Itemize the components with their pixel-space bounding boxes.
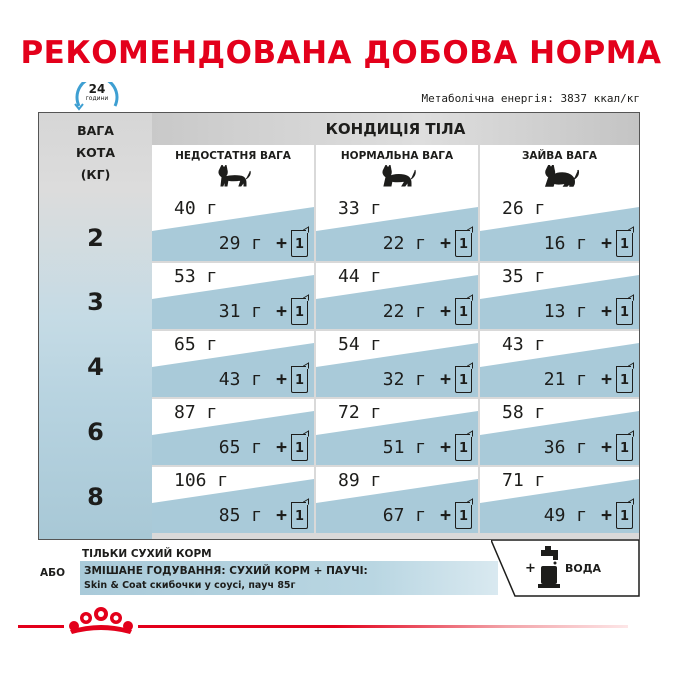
plus-sign: + xyxy=(601,369,612,390)
pouch-count: 1 xyxy=(619,440,630,456)
mixed-dry-amount: 36 г xyxy=(543,437,588,458)
mixed-feeding-amount xyxy=(544,231,633,257)
mixed-dry-amount: 22 г xyxy=(382,233,427,254)
cat-weight: 6 xyxy=(87,418,104,446)
pouch-icon xyxy=(455,369,472,393)
dry-food-amount: 44 г xyxy=(338,266,382,287)
dry-food-amount: 71 г xyxy=(502,470,546,491)
thin-cat-icon xyxy=(214,165,252,187)
mixed-feeding-amount xyxy=(544,367,633,393)
dry-food-amount: 72 г xyxy=(338,402,382,423)
portion-cell-overweight xyxy=(480,467,639,533)
column-header-label: НОРМАЛЬНА ВАГА xyxy=(340,150,454,162)
plus-sign: + xyxy=(440,301,451,322)
portion-cell-underweight xyxy=(152,195,314,261)
dry-food-amount: 53 г xyxy=(174,266,218,287)
pouch-icon xyxy=(291,437,308,461)
mixed-dry-amount: 32 г xyxy=(382,369,427,390)
pouch-count: 1 xyxy=(458,304,469,320)
portion-cell-underweight xyxy=(152,467,314,533)
mixed-dry-amount: 85 г xyxy=(218,505,263,526)
mixed-feeding-amount xyxy=(219,299,308,325)
mixed-dry-amount: 49 г xyxy=(543,505,588,526)
portion-cell-normal xyxy=(316,195,478,261)
metabolic-energy: Метаболічна енергія: 3837 ккал/кг xyxy=(421,92,640,105)
mixed-dry-amount: 21 г xyxy=(543,369,588,390)
legend-mixed-subtitle: Skin & Coat скибочки у соусі, пауч 85г xyxy=(84,580,296,591)
pouch-count: 1 xyxy=(294,304,305,320)
dry-food-amount: 33 г xyxy=(338,198,382,219)
legend-mixed-title: ЗМІШАНЕ ГОДУВАННЯ: СУХИЙ КОРМ + ПАУЧІ: xyxy=(84,565,368,577)
pouch-icon xyxy=(616,233,633,257)
clock-hours: 24 xyxy=(88,82,106,96)
column-header-overweight xyxy=(480,145,639,195)
mixed-feeding-amount xyxy=(219,367,308,393)
plus-sign: + xyxy=(601,301,612,322)
pouch-icon xyxy=(616,369,633,393)
mixed-dry-amount: 31 г xyxy=(218,301,263,322)
footer-divider-left xyxy=(18,625,64,628)
dry-food-amount: 89 г xyxy=(338,470,382,491)
pouch-count: 1 xyxy=(619,304,630,320)
pouch-icon xyxy=(291,369,308,393)
pouch-count: 1 xyxy=(458,508,469,524)
dry-food-amount: 106 г xyxy=(174,470,229,491)
pouch-icon xyxy=(455,301,472,325)
mixed-dry-amount: 67 г xyxy=(382,505,427,526)
plus-sign: + xyxy=(601,437,612,458)
dry-food-amount: 65 г xyxy=(174,334,218,355)
cat-weight: 3 xyxy=(87,288,104,316)
pouch-icon xyxy=(616,505,633,529)
pouch-count: 1 xyxy=(294,236,305,252)
pouch-icon xyxy=(616,437,633,461)
legend-dry-only: ТІЛЬКИ СУХИЙ КОРМ xyxy=(82,548,212,560)
portion-cell-normal xyxy=(316,467,478,533)
clock-24h-badge xyxy=(70,82,124,112)
royal-canin-crown-logo xyxy=(66,606,136,636)
pouch-icon xyxy=(291,505,308,529)
pouch-icon xyxy=(455,437,472,461)
pouch-count: 1 xyxy=(458,372,469,388)
plus-sign: + xyxy=(440,233,451,254)
plus-sign: + xyxy=(276,301,287,322)
dry-food-amount: 26 г xyxy=(502,198,546,219)
mixed-feeding-amount xyxy=(219,503,308,529)
mixed-feeding-amount xyxy=(383,367,472,393)
mixed-dry-amount: 29 г xyxy=(218,233,263,254)
portion-cell-overweight xyxy=(480,331,639,397)
plus-sign: + xyxy=(440,369,451,390)
mixed-feeding-amount xyxy=(219,435,308,461)
weight-header xyxy=(39,120,152,186)
cat-weight: 8 xyxy=(87,483,104,511)
column-header-normal xyxy=(316,145,478,195)
fat-cat-icon xyxy=(541,165,579,187)
plus-sign: + xyxy=(601,233,612,254)
dry-food-amount: 54 г xyxy=(338,334,382,355)
dry-food-amount: 87 г xyxy=(174,402,218,423)
mixed-feeding-amount xyxy=(383,435,472,461)
portion-cell-normal xyxy=(316,331,478,397)
plus-sign: + xyxy=(440,437,451,458)
mixed-feeding-amount xyxy=(383,231,472,257)
pouch-icon xyxy=(616,301,633,325)
mixed-dry-amount: 13 г xyxy=(543,301,588,322)
clock-caption: години xyxy=(85,95,109,102)
mixed-feeding-amount xyxy=(544,503,633,529)
portion-cell-overweight xyxy=(480,399,639,465)
mixed-dry-amount: 16 г xyxy=(543,233,588,254)
pouch-count: 1 xyxy=(294,372,305,388)
pouch-count: 1 xyxy=(294,440,305,456)
cat-weight: 2 xyxy=(87,224,104,252)
dry-food-amount: 40 г xyxy=(174,198,218,219)
mixed-dry-amount: 65 г xyxy=(218,437,263,458)
plus-sign: + xyxy=(601,505,612,526)
mixed-feeding-amount xyxy=(544,435,633,461)
water-plus: + xyxy=(525,561,536,576)
mixed-feeding-amount xyxy=(544,299,633,325)
pouch-icon xyxy=(291,301,308,325)
mixed-dry-amount: 43 г xyxy=(218,369,263,390)
pouch-icon xyxy=(455,505,472,529)
dry-food-amount: 58 г xyxy=(502,402,546,423)
column-header-underweight xyxy=(152,145,314,195)
weight-header-line: КОТА xyxy=(75,145,116,160)
legend-water: ВОДА xyxy=(565,562,602,575)
mixed-feeding-amount xyxy=(383,503,472,529)
pouch-count: 1 xyxy=(619,236,630,252)
pouch-count: 1 xyxy=(294,508,305,524)
pouch-count: 1 xyxy=(458,440,469,456)
column-header-label: ЗАЙВА ВАГА xyxy=(521,150,598,162)
plus-sign: + xyxy=(276,233,287,254)
portion-cell-overweight xyxy=(480,195,639,261)
plus-sign: + xyxy=(276,369,287,390)
pouch-count: 1 xyxy=(458,236,469,252)
portion-cell-normal xyxy=(316,263,478,329)
mixed-dry-amount: 22 г xyxy=(382,301,427,322)
footer-divider-right xyxy=(138,625,628,628)
weight-header-line: (КГ) xyxy=(80,167,111,182)
dry-food-amount: 35 г xyxy=(502,266,546,287)
mixed-feeding-amount xyxy=(219,231,308,257)
normal-cat-icon xyxy=(378,165,416,187)
water-tap-icon xyxy=(538,546,560,588)
legend-or: АБО xyxy=(40,567,66,579)
mixed-dry-amount: 51 г xyxy=(382,437,427,458)
portion-cell-underweight xyxy=(152,399,314,465)
plus-sign: + xyxy=(276,505,287,526)
portion-cell-underweight xyxy=(152,263,314,329)
body-condition-header: КОНДИЦІЯ ТІЛА xyxy=(325,120,466,138)
portion-cell-normal xyxy=(316,399,478,465)
plus-sign: + xyxy=(440,505,451,526)
weight-header-line: ВАГА xyxy=(77,123,114,138)
pouch-count: 1 xyxy=(619,508,630,524)
cat-weight: 4 xyxy=(87,353,104,381)
dry-food-amount: 43 г xyxy=(502,334,546,355)
pouch-count: 1 xyxy=(619,372,630,388)
page-title: РЕКОМЕНДОВАНА ДОБОВА НОРМА xyxy=(20,35,662,71)
pouch-icon xyxy=(291,233,308,257)
column-header-label: НЕДОСТАТНЯ ВАГА xyxy=(175,150,291,162)
portion-cell-overweight xyxy=(480,263,639,329)
portion-cell-underweight xyxy=(152,331,314,397)
mixed-feeding-amount xyxy=(383,299,472,325)
plus-sign: + xyxy=(276,437,287,458)
pouch-icon xyxy=(455,233,472,257)
